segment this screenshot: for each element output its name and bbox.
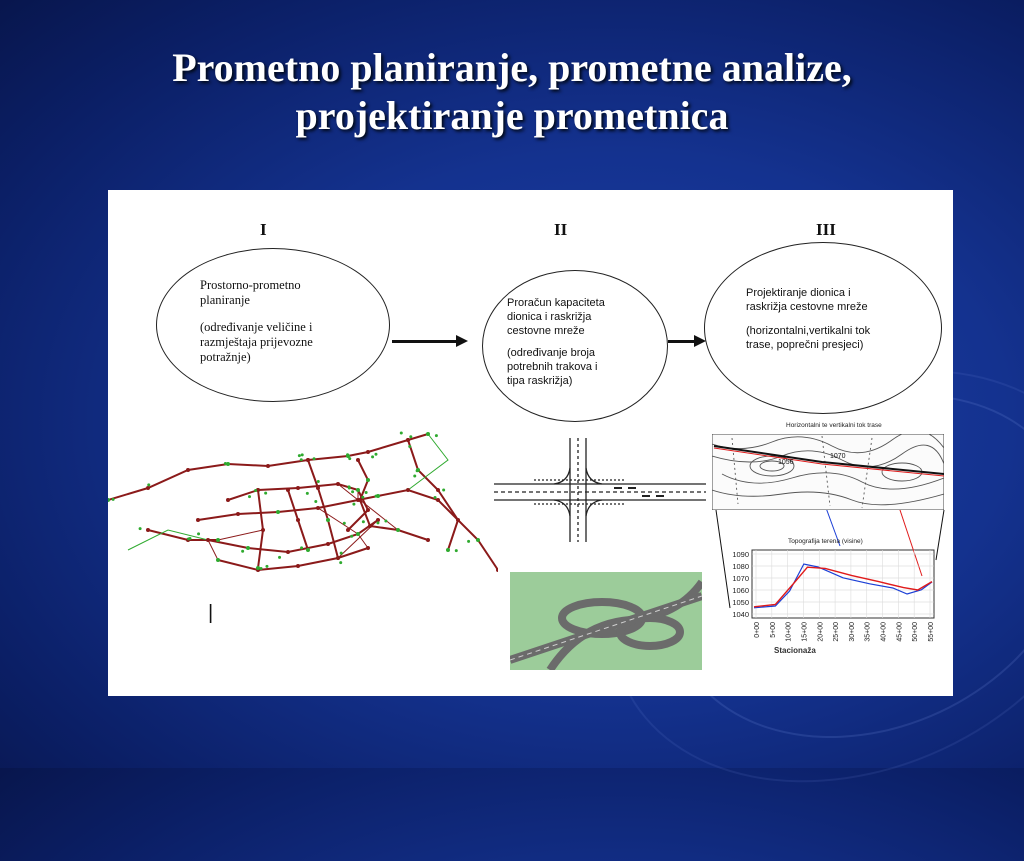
transport-network-map [108, 430, 498, 590]
profile-x-tick: 5+00 [769, 622, 777, 638]
stage-text-3 [746, 286, 926, 352]
profile-y-tick: 1080 [732, 562, 749, 571]
map-caption: Horizontalni te vertikalni tok trase [786, 422, 882, 429]
stage-numeral-2: II [554, 220, 568, 239]
stage-text-2 [507, 296, 657, 388]
profile-y-tick: 1040 [732, 610, 749, 619]
profile-x-tick: 15+00 [801, 622, 809, 642]
stage-1-line: (određivanje veličine i [200, 320, 313, 334]
diagram-panel [108, 190, 953, 696]
horizontal-alignment-map [712, 434, 944, 510]
stage-numeral-1: I [260, 220, 267, 239]
stage-2-line: Proračun kapaciteta [507, 297, 605, 309]
profile-caption: Topografija terena (visine) [788, 538, 863, 545]
profile-y-tick: 1090 [732, 550, 749, 559]
contour-label: 1056 [778, 459, 794, 466]
stage-2-line: (određivanje broja [507, 347, 596, 359]
stage-2-line: potrebnih trakova i [507, 361, 598, 373]
stage-2-line: tipa raskrižja) [507, 375, 573, 387]
profile-x-tick: 10+00 [785, 622, 793, 642]
stage-2-line: cestovne mreže [507, 325, 585, 337]
stage-3-line: (horizontalni,vertikalni tok [746, 325, 871, 337]
stage-1-line: razmještaja prijevozne [200, 335, 313, 349]
profile-x-tick: 35+00 [864, 622, 872, 642]
flow-arrow-1-to-2 [392, 340, 458, 343]
stage-numeral-3: III [816, 220, 836, 239]
profile-x-tick: 30+00 [848, 622, 856, 642]
stage-1-line: Prostorno-prometno [200, 278, 301, 292]
profile-plot-area [752, 550, 934, 618]
stage-3-line: raskrižja cestovne mreže [746, 301, 868, 313]
profile-x-tick: 25+00 [833, 622, 841, 642]
title-line-1: Prometno planiranje, prometne analize, [172, 45, 852, 90]
stage-1-line: planiranje [200, 293, 250, 307]
flow-arrow-2-to-3 [668, 340, 696, 343]
profile-x-tick: 50+00 [912, 622, 920, 642]
profile-x-tick: 40+00 [880, 622, 888, 642]
contour-label: 1070 [830, 453, 846, 460]
slide-title [0, 44, 1024, 140]
stage-text-1 [200, 278, 380, 365]
stage-2-line: dionica i raskrižja [507, 311, 592, 323]
text-cursor-mark: | [208, 602, 214, 624]
profile-y-tick: 1070 [732, 574, 749, 583]
profile-y-tick: 1050 [732, 598, 749, 607]
stage-1-line: potražnje) [200, 350, 251, 364]
title-line-2: projektiranje prometnica [295, 93, 729, 138]
profile-y-tick: 1060 [732, 586, 749, 595]
cloverleaf-interchange-image [510, 572, 702, 670]
vertical-profile-chart [712, 510, 948, 670]
profile-x-tick: 0+00 [754, 622, 761, 638]
profile-x-tick: 45+00 [896, 622, 904, 642]
stage-3-line: Projektiranje dionica i [746, 287, 851, 299]
intersection-plan-drawing [494, 438, 706, 542]
profile-x-tick: 20+00 [817, 622, 825, 642]
stage-3-line: trase, poprečni presjeci) [746, 339, 864, 351]
profile-x-tick: 55+00 [928, 622, 935, 642]
station-axis-label: Stacionaža [774, 646, 816, 655]
